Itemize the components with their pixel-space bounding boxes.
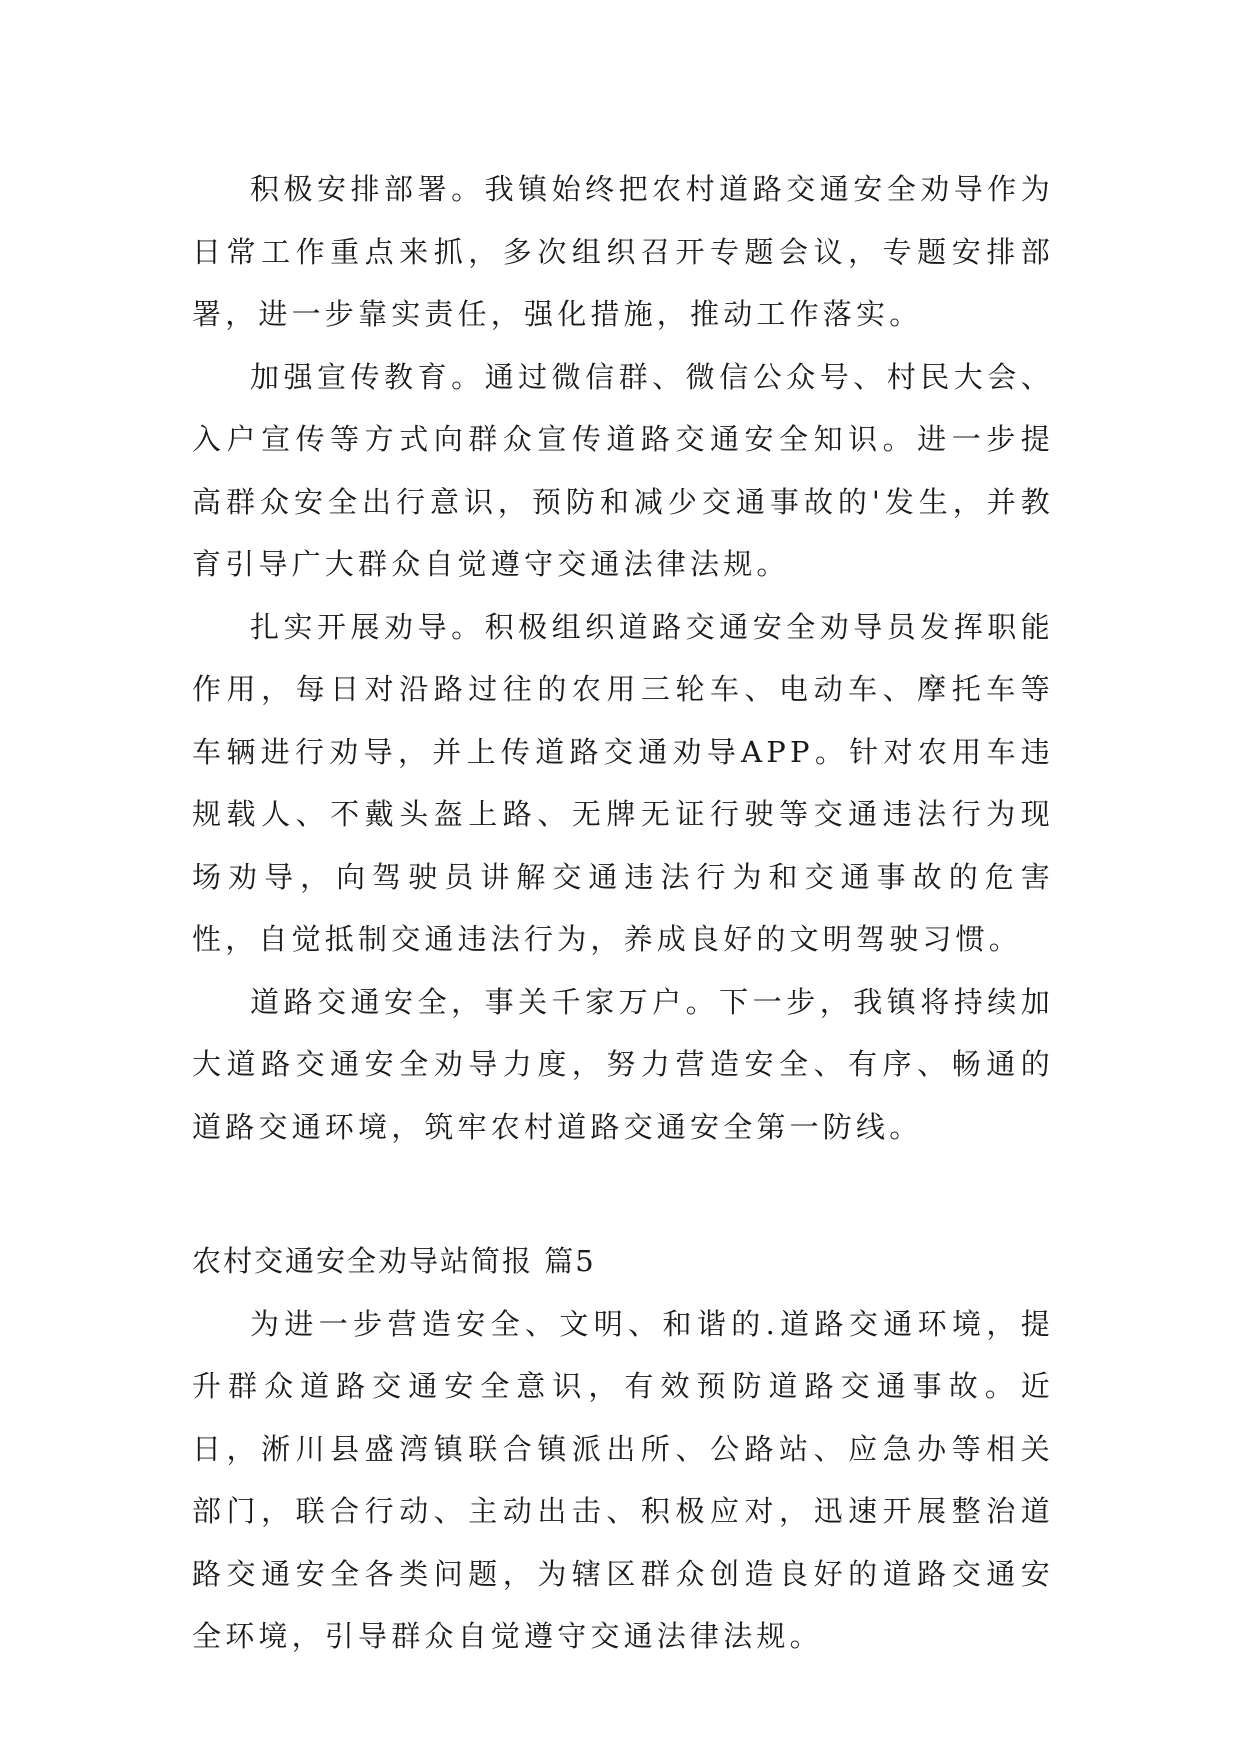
- paragraph-deployment: 积极安排部署。我镇始终把农村道路交通安全劝导作为日常工作重点来抓，多次组织召开专题会议，专题安排部署，进一步靠实责任，强化措施，推动工作落实。: [192, 172, 1054, 331]
- document-body: [192, 158, 1054, 1668]
- paragraph-section5-intro: 为进一步营造安全、文明、和谐的.道路交通环境，提升群众道路交通安全意识，有效预防道路交通事故。近日，淅川县盛湾镇联合镇派出所、公路站、应急办等相关部门，联合行动、主动出击、积极应对，迅速开展整治道路交通安全各类问题，为辖区群众创造良好的道路交通安全环境，引导群众自觉遵守交通法律法规。: [192, 1306, 1054, 1653]
- section-heading: 农村交通安全劝导站简报 篇5: [192, 1244, 596, 1278]
- paragraph-conclusion: 道路交通安全，事关千家万户。下一步，我镇将持续加大道路交通安全劝导力度，努力营造安全、有序、畅通的道路交通环境，筑牢农村道路交通安全第一防线。: [192, 984, 1054, 1144]
- paragraph-persuasion: 扎实开展劝导。积极组织道路交通安全劝导员发挥职能作用，每日对沿路过往的农用三轮车、电动车、摩托车等车辆进行劝导，并上传道路交通劝导APP。针对农用车违规载人、不戴头盔上路、无牌无证行驶等交通违法行为现场劝导，向驾驶员讲解交通违法行为和交通事故的危害性，自觉抵制交通违法行为，养成良好的文明驾驶习惯。: [192, 609, 1054, 956]
- paragraph-publicity: 加强宣传教育。通过微信群、微信公众号、村民大会、入户宣传等方式向群众宣传道路交通安全知识。进一步提高群众安全出行意识，预防和减少交通事故的'发生，并教育引导广大群众自觉遵守交通法律法规。: [192, 359, 1054, 581]
